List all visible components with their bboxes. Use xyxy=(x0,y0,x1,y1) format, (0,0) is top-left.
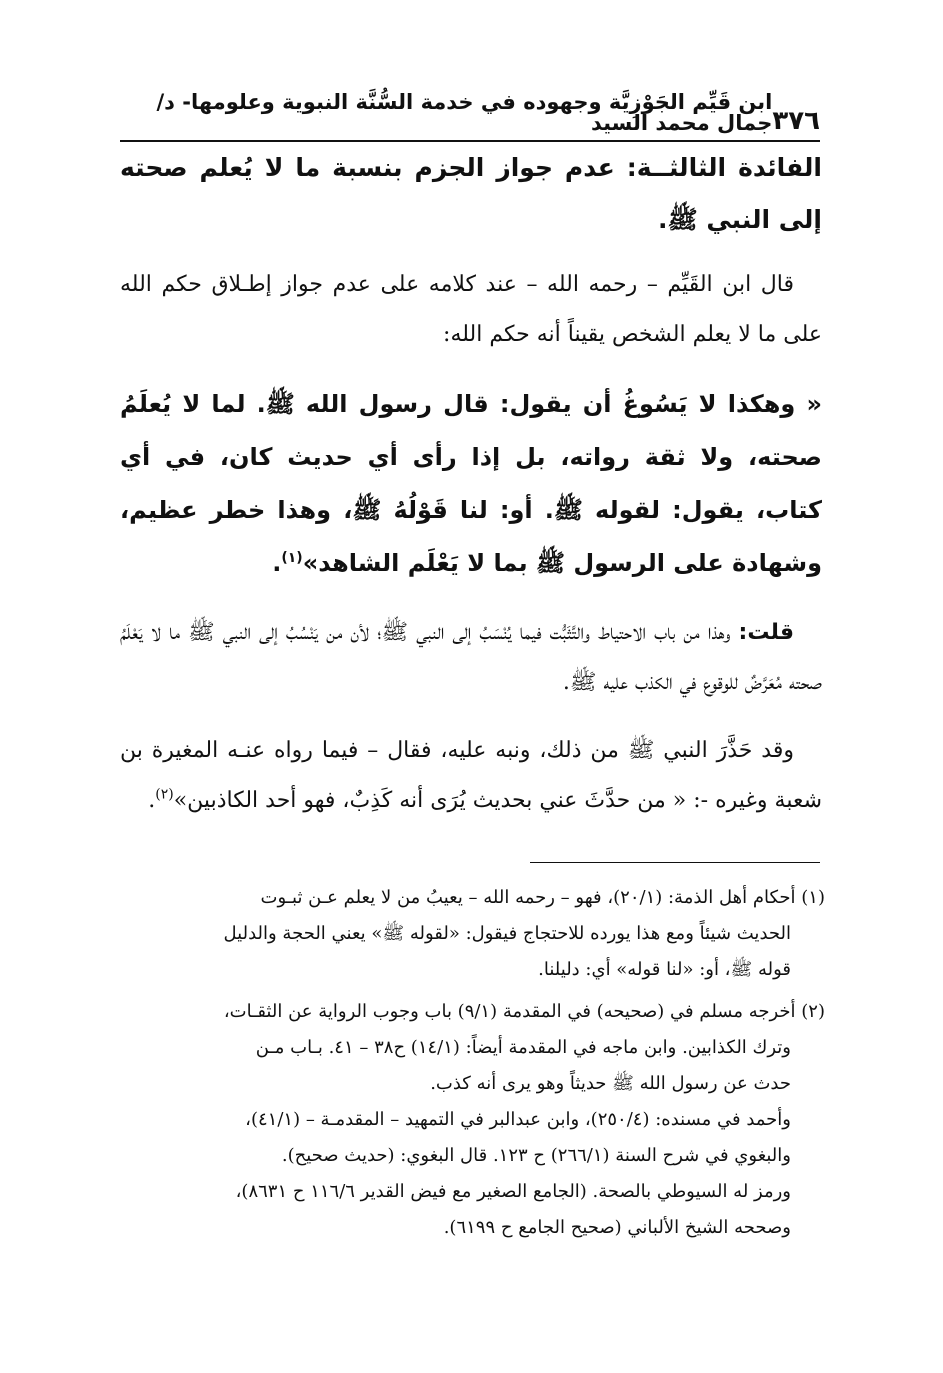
footnote-line: (١) أحكام أهل الذمة: (٢٠/١)، فهو – رحمه الله – يعيبُ من لا يعلم عـن ثبـوت xyxy=(260,887,825,908)
intro-paragraph: قال ابن القَيِّم – رحمه الله – عند كلامه على عدم جواز إطـلاق حكم الله على ما لا يعلم الشخص يقيناً أنه حكم الله: xyxy=(120,272,822,347)
footnote-ref-2: (٢) xyxy=(155,786,174,803)
footnote-separator xyxy=(530,862,820,863)
warning-paragraph: وقد حَذَّرَ النبي ﷺ من ذلك، ونبه عليه، فقال – فيما رواه عنـه المغيرة بن شعبة وغيره -: « من حدَّثَ عني بحديث يُرَى أنه كَذِبٌ، فهو أحد الكاذبين»$^{(٢)}$. xyxy=(120,738,822,813)
footnote-ref-1: (١) xyxy=(281,550,303,566)
footnote-line: (٢) أخرجه مسلم في (صحيحه) في المقدمة (٩/١) باب وجوب الرواية عن الثقـات، xyxy=(223,1001,825,1022)
footnote-line: الحديث شيئاً ومع هذا يورده للاحتجاج فيقول: «لقوله ﷺ» يعني الحجة والدليل xyxy=(223,923,791,944)
footnote-line: والبغوي في شرح السنة (٢٦٦/١) ح ١٢٣. قال البغوي: (حديث صحيح). xyxy=(281,1145,791,1166)
footnote-line: ورمز له السيوطي بالصحة. (الجامع الصغير مع فيض القدير ١١٦/٦ ح ٨٦٣١)، xyxy=(235,1181,791,1202)
page-header xyxy=(120,92,820,142)
footnote-line: وأحمد في مسنده: (٢٥٠/٤)، وابن عبدالبر في التمهيد – المقدمـة – (٤١/١)، xyxy=(245,1109,791,1130)
footnote-line: قوله ﷺ، أو: «لنا قوله» أي: دليلنا. xyxy=(538,959,791,980)
footnote-line: وترك الكذابين. وابن ماجه في المقدمة أيضاً: (١٤/١) ح٣٨ – ٤١. بـاب مـن xyxy=(255,1037,791,1058)
footnote-2 xyxy=(120,994,825,1246)
quote-text: « وهكذا لا يَسُوغُ أن يقول: قال رسول الله ﷺ. لما لا يُعلَمُ صحته، ولا ثقة رواته، بل إذا رأى أي حديث كان، في أي كتاب، يقول: لقوله ﷺ. أو: لنا قَوْلُهُ ﷺ، وهذا خطر عظيم، وشهادة على الرسول ﷺ بما لا يَعْلَم الشاهد» xyxy=(120,390,822,577)
qult-label: قلت: xyxy=(738,620,794,645)
comment-text: وهذا من باب الاحتياط والتَّثَبُّت فيما يُنْسَبُ إلى النبي ﷺ؛ لأن من يَنْسُبُ إلى النبي ﷺ ما لا يَعْلَمُ صحته مُعَرَّضٌ للوقوع في الكذب عليه ﷺ. xyxy=(120,620,822,695)
running-title: ابن قَيِّم الجَوْزِيَّة وجهوده في خدمة السُّنَّة النبوية وعلومها- د/جمال محمد السيد xyxy=(156,90,773,135)
warning-text: وقد حَذَّرَ النبي ﷺ من ذلك، ونبه عليه، فقال – فيما رواه عنـه المغيرة بن شعبة وغيره -: « من حدَّثَ عني بحديث يُرَى أنه كَذِبٌ، فهو أحد الكاذبين» xyxy=(120,738,822,813)
section-heading: الفائدة الثالثــة: عدم جواز الجزم بنسبة ما لا يُعلم صحته إلى النبي ﷺ. xyxy=(120,153,822,234)
footnote-line: وصححه الشيخ الألباني (صحيح الجامع ح ٦١٩٩). xyxy=(443,1217,791,1238)
comment-paragraph xyxy=(120,608,822,708)
footnote-1 xyxy=(120,880,825,988)
main-text xyxy=(120,142,822,844)
footnote-line: حدث عن رسول الله ﷺ حديثاً وهو يرى أنه كذب. xyxy=(430,1073,791,1094)
quote-paragraph: « وهكذا لا يَسُوغُ أن يقول: قال رسول الله ﷺ. لما لا يُعلَمُ صحته، ولا ثقة رواته، بل إذا رأى أي حديث كان، في أي كتاب، يقول: لقوله ﷺ. أو: لنا قَوْلُهُ ﷺ، وهذا خطر عظيم، وشهادة على الرسول ﷺ بما لا يَعْلَم الشاهد»$^{(١)}$. xyxy=(120,390,822,577)
page-number: ٣٧٦ xyxy=(772,106,820,136)
footnotes xyxy=(120,880,825,1252)
